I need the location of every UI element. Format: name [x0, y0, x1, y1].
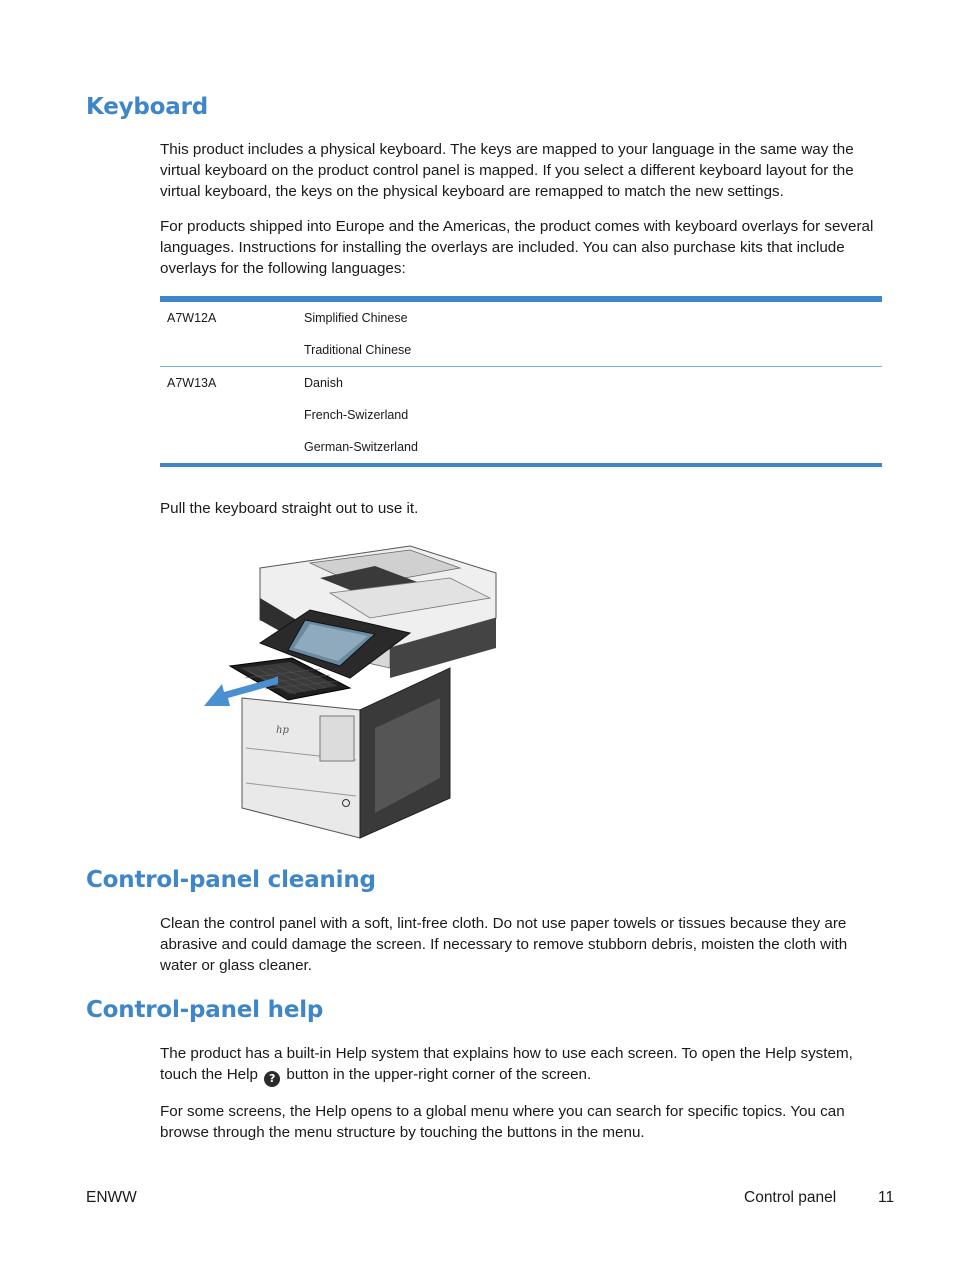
kit-number: A7W12A — [167, 311, 217, 325]
help-paragraph-1 — [160, 1043, 884, 1087]
kit-language: Danish — [304, 376, 343, 390]
keyboard-paragraph-3: Pull the keyboard straight out to use it. — [160, 500, 419, 517]
footer-left-label: ENWW — [86, 1189, 137, 1206]
keyboard-paragraph-1: This product includes a physical keyboard. The keys are mapped to your language in the same way the virtual keyboard on the product control panel is mapped. If you select a different keyboard layout for the virtual keyboard, the keys on the physical keyboard are remapped to match the new settings. — [160, 141, 854, 200]
table-row — [160, 302, 882, 366]
help-paragraph-2: For some screens, the Help opens to a global menu where you can search for specific topics. You can browse through the menu structure by touching the buttons in the menu. — [160, 1103, 845, 1141]
help-icon: ? — [264, 1071, 280, 1087]
help-paragraph-1-line-2-end: button in the upper-right corner of the screen. — [286, 1066, 592, 1083]
keyboard-paragraph-2: For products shipped into Europe and the Americas, the product comes with keyboard overlays for several languages. Instructions for installing the overlays are included. You can also purchase kits that include overlays for the following languages: — [160, 218, 874, 277]
printer-keyboard-illustration — [200, 538, 500, 843]
cleaning-paragraph: Clean the control panel with a soft, lint-free cloth. Do not use paper towels or tissues because they are abrasive and could damage the screen. If necessary to remove stubborn debris, moisten the cloth with water or glass cleaner. — [160, 915, 848, 974]
heading-keyboard: Keyboard — [86, 94, 209, 120]
page-number: 11 — [878, 1189, 895, 1206]
table-row — [160, 366, 882, 463]
heading-control-panel-help: Control-panel help — [86, 997, 324, 1023]
help-paragraph-1-line-1: The product has a built-in Help system that explains how to use each screen. To open the Help system, — [160, 1045, 853, 1062]
heading-control-panel-cleaning: Control-panel cleaning — [86, 867, 376, 893]
kit-language: Simplified Chinese — [304, 311, 408, 325]
hp-logo: hp — [276, 725, 289, 736]
kit-language: French-Swizerland — [304, 408, 409, 422]
kit-language: German-Switzerland — [304, 440, 418, 454]
help-paragraph-1-line-2-start: touch the Help — [160, 1066, 258, 1083]
kit-number: A7W13A — [167, 376, 217, 390]
kit-language: Traditional Chinese — [304, 343, 412, 357]
footer-section-name: Control panel — [744, 1189, 837, 1206]
overlay-kits-table — [160, 296, 882, 467]
